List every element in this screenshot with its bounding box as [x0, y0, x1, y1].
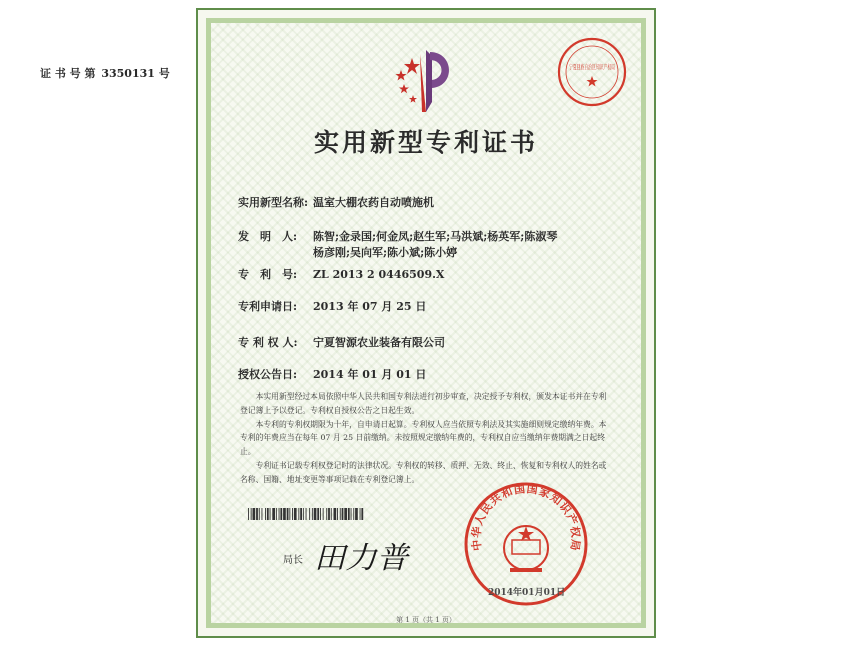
certificate-number [40, 65, 170, 81]
barcode-bar [344, 508, 347, 520]
barcode-bar [328, 508, 330, 520]
field-label: 专 利 权 人: [238, 336, 298, 349]
barcode-bar [309, 508, 310, 520]
field-value: 陈智;金录国;何金凤;赵生军;马洪斌;杨英军;陈淑琴 [313, 230, 558, 243]
certificate-number-value: 3350131 [101, 67, 155, 80]
barcode-bar [337, 508, 338, 520]
body-paragraph: 本专利的专利权期限为十年，自申请日起算。专利权人应当依照专利法及其实施细则规定缴纳年费。本专利的年费应当在每年 07 月 25 日前缴纳。未按照规定缴纳年费的，专利权自应当缴纳年费期满之日起终止。 [240, 419, 607, 457]
body-paragraph: 本实用新型经过本局依照中华人民共和国专利法进行初步审查，决定授予专利权，颁发本证书并在专利登记簿上予以登记。专利权自授权公告之日起生效。 [240, 392, 607, 415]
field-utility-model-name [238, 194, 434, 210]
barcode-bar [360, 508, 361, 520]
field-label: 实用新型名称: [238, 196, 309, 209]
barcode-bar [283, 508, 286, 520]
barcode-bar [267, 508, 269, 520]
barcode-bar [312, 508, 313, 520]
barcode-bar [353, 508, 354, 520]
barcode-bar [361, 508, 363, 520]
field-value: ZL 2013 2 0446509.X [313, 268, 445, 281]
field-value: 宁夏智源农业装备有限公司 [313, 336, 445, 349]
barcode-bar [280, 508, 282, 520]
field-grant-date [238, 366, 426, 382]
barcode-bar [298, 508, 299, 520]
barcode-bar [306, 508, 307, 520]
field-label: 专 利 号: [238, 268, 298, 281]
barcode [248, 508, 364, 520]
barcode-bar [287, 508, 289, 520]
barcode-bar [248, 508, 249, 520]
certificate-body-text [240, 390, 612, 487]
field-patentee [238, 334, 445, 350]
barcode-bar [272, 508, 275, 520]
field-value: 温室大棚农药自动喷施机 [313, 196, 434, 209]
barcode-bar [270, 508, 271, 520]
barcode-bar [265, 508, 266, 520]
barcode-bar [251, 508, 252, 520]
barcode-bar [292, 508, 293, 520]
field-value: 2014 年 01 月 01 日 [313, 368, 427, 381]
body-paragraph: 专利证书记载专利权登记时的法律状况。专利权的转移、质押、无效、终止、恢复和专利权人的姓名或名称、国籍、地址变更等事项记载在专利登记簿上。 [240, 460, 607, 484]
barcode-bar [276, 508, 277, 520]
barcode-bar [342, 508, 344, 520]
barcode-bar [289, 508, 290, 520]
barcode-bar [351, 508, 352, 520]
barcode-bar [253, 508, 256, 520]
barcode-bar [300, 508, 302, 520]
field-value: 2013 年 07 月 25 日 [313, 300, 427, 313]
patent-office-logo-icon [392, 40, 456, 130]
barcode-bar [334, 508, 337, 520]
page-number: 第 1 页（共 1 页） [396, 616, 456, 624]
top-stamp-text: 宁夏回族自治区知识产权局 [569, 63, 647, 71]
field-label: 授权公告日: [238, 368, 298, 381]
barcode-bar [323, 508, 324, 520]
svg-text:中华人民共和国国家知识产权局 [469, 481, 584, 552]
barcode-bar [259, 508, 260, 520]
barcode-bar [331, 508, 332, 520]
certificate-number-label: 证 书 号 第 [40, 67, 96, 80]
director-signature [312, 536, 412, 580]
barcode-bar [303, 508, 304, 520]
director-label: 局长 [283, 555, 303, 566]
barcode-bar [355, 508, 358, 520]
barcode-bar [279, 508, 280, 520]
certificate-number-suffix: 号 [158, 67, 170, 80]
barcode-bar [294, 508, 297, 520]
barcode-bar [314, 508, 317, 520]
field-label: 专利申请日: [238, 300, 298, 313]
seal-date: 2014年01月01日 [488, 588, 566, 598]
barcode-bar [320, 508, 321, 520]
barcode-bar [256, 508, 258, 520]
field-label: 发 明 人: [238, 230, 298, 243]
barcode-bar [348, 508, 350, 520]
barcode-bar [317, 508, 319, 520]
inventors-line-2: 杨彦刚;吴向军;陈小斌;陈小婷 [313, 246, 458, 259]
seal-text: 中华人民共和国国家知识产权局 [469, 482, 583, 553]
certificate-title: 实用新型专利证书 [313, 128, 538, 157]
signature-text: 田力普 [314, 541, 412, 576]
barcode-bar [340, 508, 341, 520]
barcode-bar [326, 508, 327, 520]
field-inventors [238, 228, 557, 244]
provincial-office-stamp [556, 36, 647, 108]
barcode-bar [262, 508, 263, 520]
field-application-date [238, 298, 426, 314]
field-patent-number [238, 266, 444, 282]
